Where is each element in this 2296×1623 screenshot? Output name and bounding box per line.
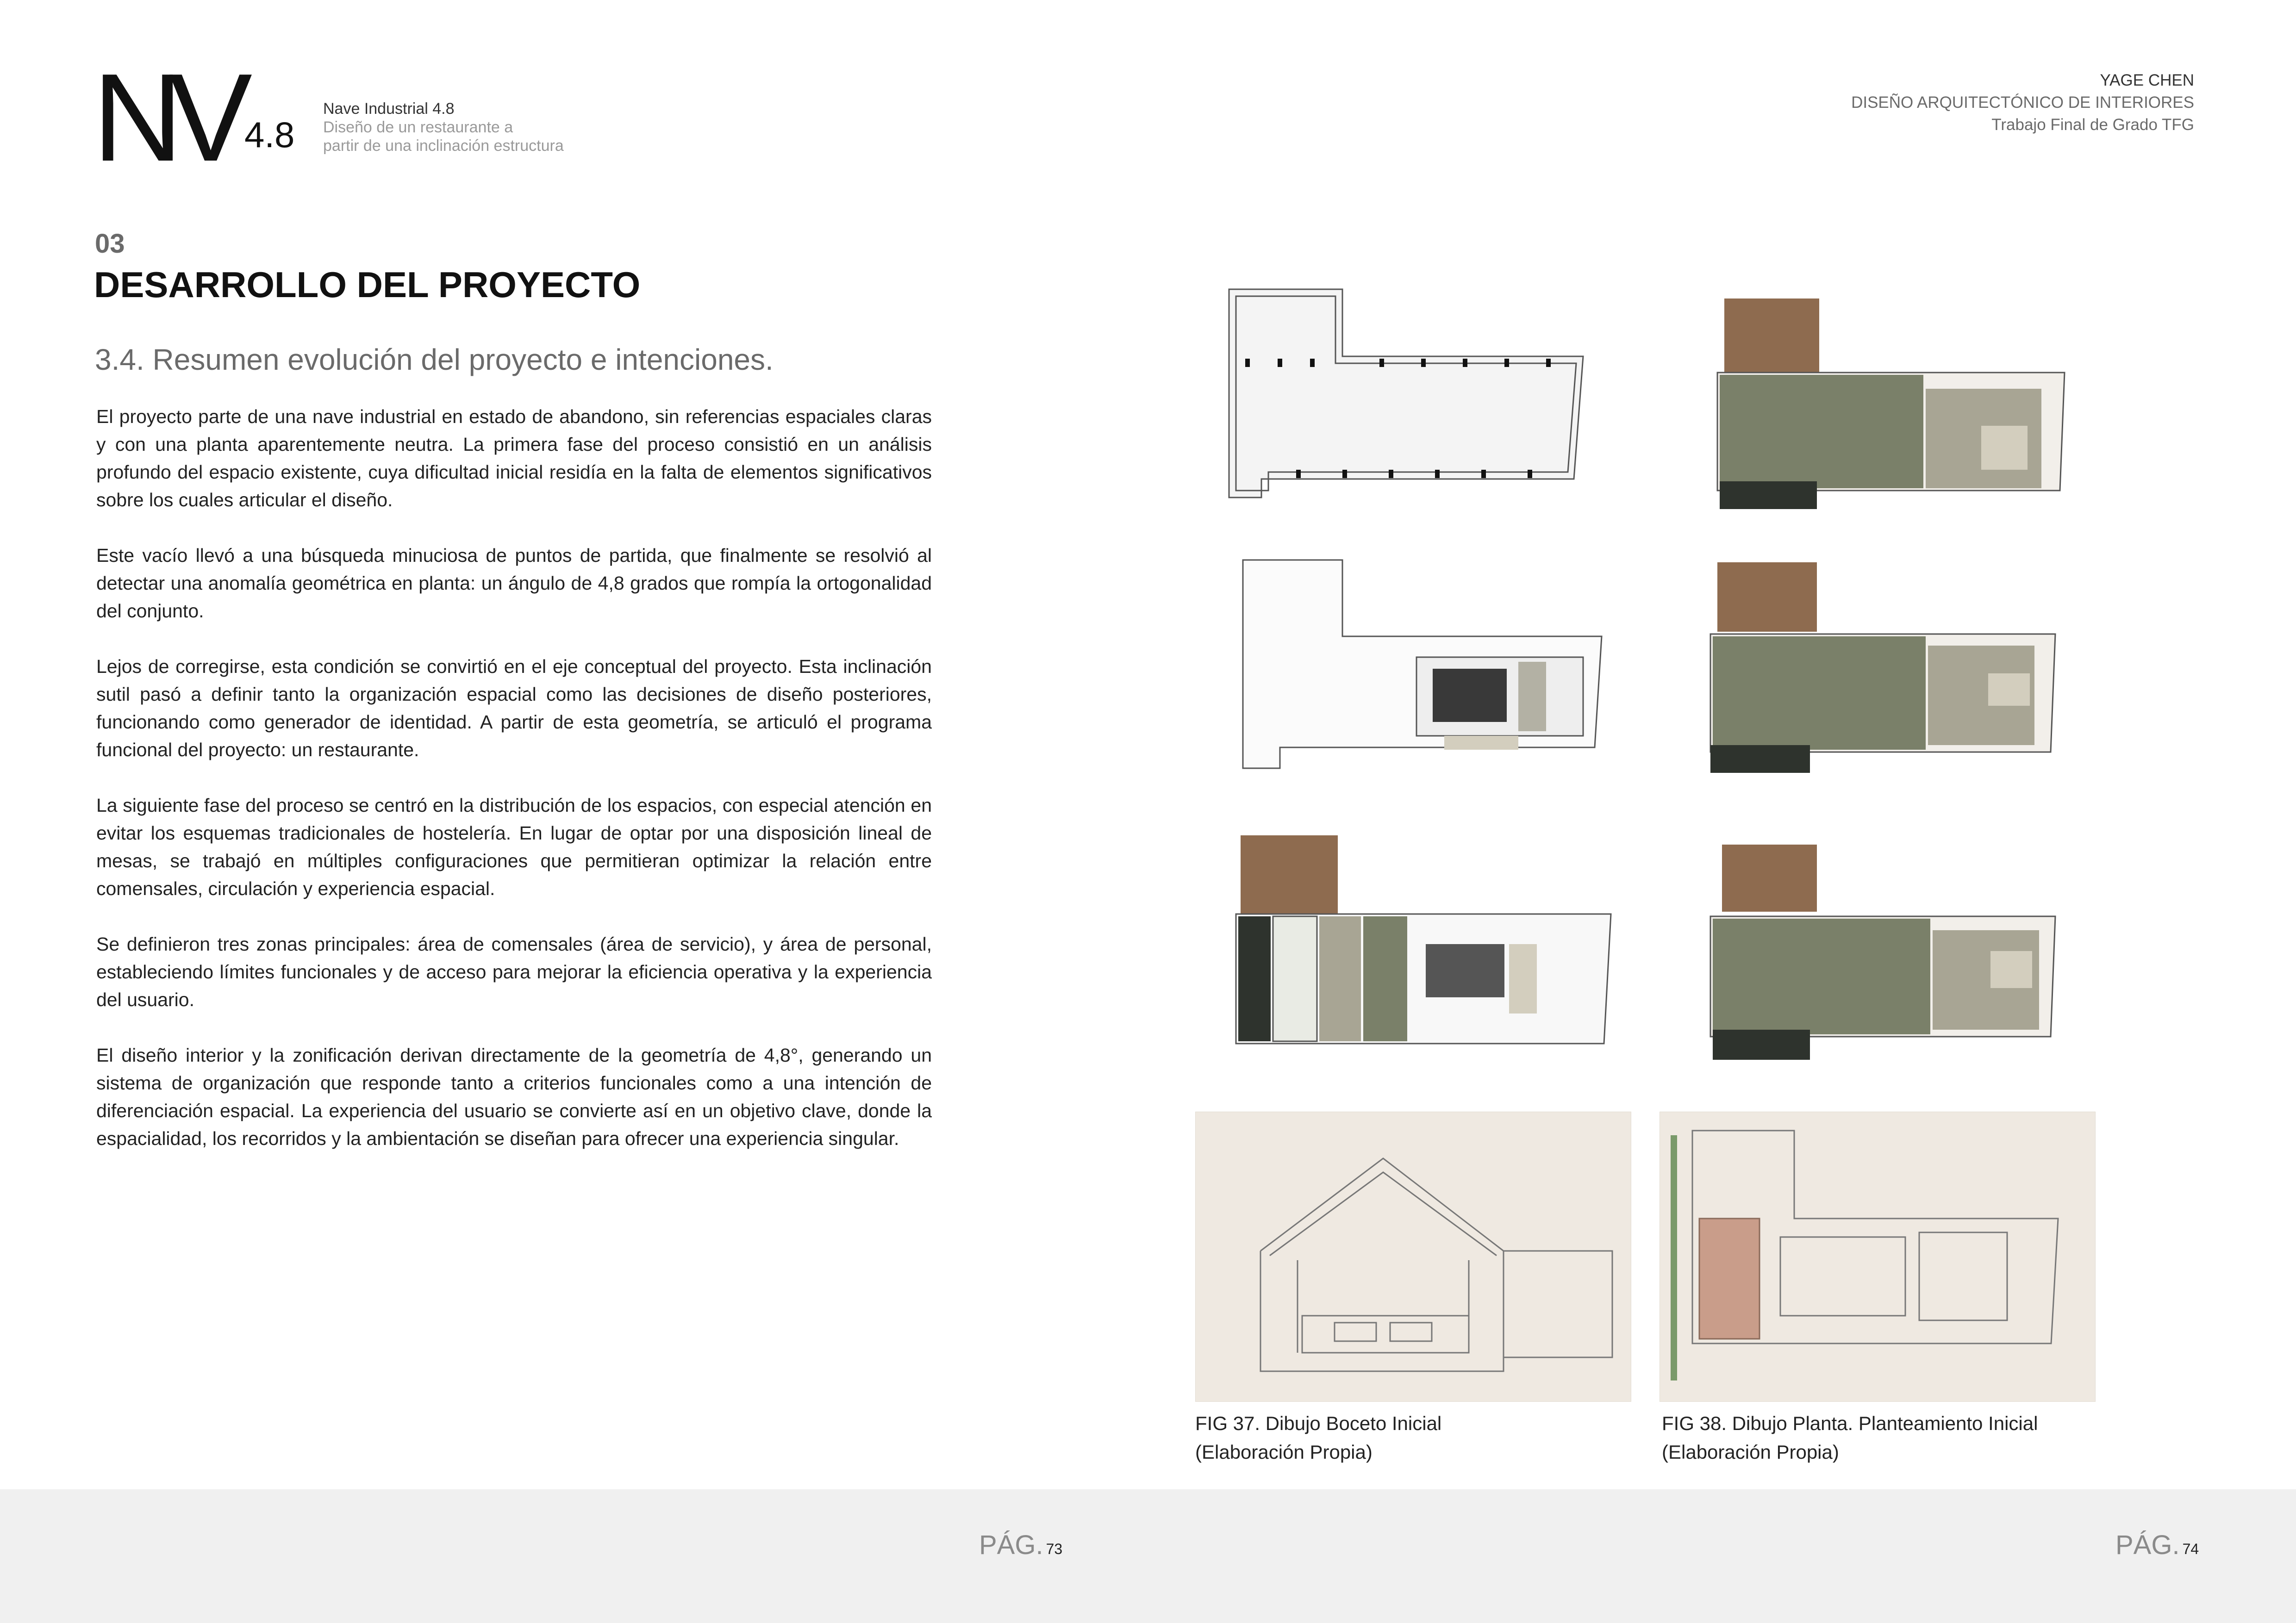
page-number: 73	[1046, 1541, 1063, 1557]
paragraph: Este vacío llevó a una búsqueda minuciosa de puntos de partida, que finalmente se resolvió al detectar una anomalía geométrica en planta: un ángulo de 4,8 grados que rompía la ortogonalidad del conjunto.	[96, 545, 932, 622]
section-title: DESARROLLO DEL PROYECTO	[94, 264, 641, 305]
figure-caption-title: FIG 38. Dibujo Planta. Planteamiento Inicial	[1662, 1412, 2038, 1434]
plan-sketch-drawing	[1660, 1112, 2095, 1401]
page-label: PÁG.	[2115, 1530, 2180, 1560]
plan-zoning-variant-3	[1710, 845, 2055, 1060]
plan-zones-and-interior	[1236, 835, 1611, 1044]
paragraph: El proyecto parte de una nave industrial en estado de abandono, sin referencias espaciales claras y con una planta aparentemente neutra. La primera fase del proceso consistió en un análisis profundo del espacio existente, cuya dificultad inicial residía en la falta de elementos significativos sobre los cuales articular el diseño.	[96, 406, 932, 510]
page-number-left	[979, 1530, 1062, 1561]
page-number: 74	[2182, 1541, 2199, 1557]
plan-zoning	[1717, 298, 2065, 509]
degree-name: DISEÑO ARQUITECTÓNICO DE INTERIORES	[1851, 93, 2194, 112]
floor-plan-diagrams	[1204, 278, 2139, 1064]
figure-caption	[1662, 1409, 2038, 1467]
author-info	[1851, 69, 2194, 136]
figure-caption	[1195, 1409, 1441, 1467]
plan-empty-shell	[1229, 289, 1583, 497]
paragraph: La siguiente fase del proceso se centró en la distribución de los espacios, con especial atención en evitar los esquemas tradicionales de hostelería. En lugar de optar por una disposición lineal de mesas, se trabajó en múltiples configuraciones que permitieran optimizar la relación entre comensales, circulación y experiencia espacial.	[96, 795, 932, 899]
plan-zoning-variant-2	[1710, 562, 2055, 773]
plan-interior-layout	[1243, 560, 1602, 768]
figure-caption-source: (Elaboración Propia)	[1195, 1441, 1373, 1463]
project-name: Nave Industrial 4.8	[323, 100, 455, 118]
page-number-right	[2115, 1530, 2199, 1561]
work-type: Trabajo Final de Grado TFG	[1991, 116, 2194, 134]
project-desc-line-2: partir de una inclinación estructura	[323, 137, 564, 155]
figure-caption-title: FIG 37. Dibujo Boceto Inicial	[1195, 1412, 1442, 1434]
project-info	[323, 99, 564, 155]
paragraph: Lejos de corregirse, esta condición se convirtió en el eje conceptual del proyecto. Esta inclinación sutil pasó a definir tanto la organización espacial como las decisiones de diseño posteriores, funcionando como generador de identidad. A partir de esta geometría, se articuló el programa funcional del proyecto: un restaurante.	[96, 656, 932, 760]
paragraph: El diseño interior y la zonificación derivan directamente de la geometría de 4,8°, generando un sistema de organización que responde tanto a criterios funcionales como a una intención de diferenciación espacial. La experiencia del usuario se convierte así en un objetivo clave, donde la espacialidad, los recorridos y la ambientación se diseñan para ofrecer una experiencia singular.	[96, 1045, 932, 1149]
logo-number: 4.8	[244, 114, 295, 155]
logo: NV	[93, 48, 239, 187]
plan-sketch-image	[1660, 1112, 2096, 1402]
body-text	[96, 403, 932, 1180]
author-name: YAGE CHEN	[2100, 71, 2194, 89]
section-subtitle: 3.4. Resumen evolución del proyecto e intenciones.	[95, 343, 774, 376]
page-label: PÁG.	[979, 1530, 1043, 1560]
figure-caption-source: (Elaboración Propia)	[1662, 1441, 1839, 1463]
page-footer	[0, 1489, 2296, 1623]
sketch-drawing	[1196, 1112, 1631, 1401]
section-number: 03	[95, 229, 125, 259]
paragraph: Se definieron tres zonas principales: área de comensales (área de servicio), y área de personal, estableciendo límites funcionales y de acceso para mejorar la eficiencia operativa y la experiencia del usuario.	[96, 933, 932, 1010]
project-desc-line-1: Diseño de un restaurante a	[323, 118, 513, 136]
sketch-initial-image	[1195, 1112, 1631, 1402]
